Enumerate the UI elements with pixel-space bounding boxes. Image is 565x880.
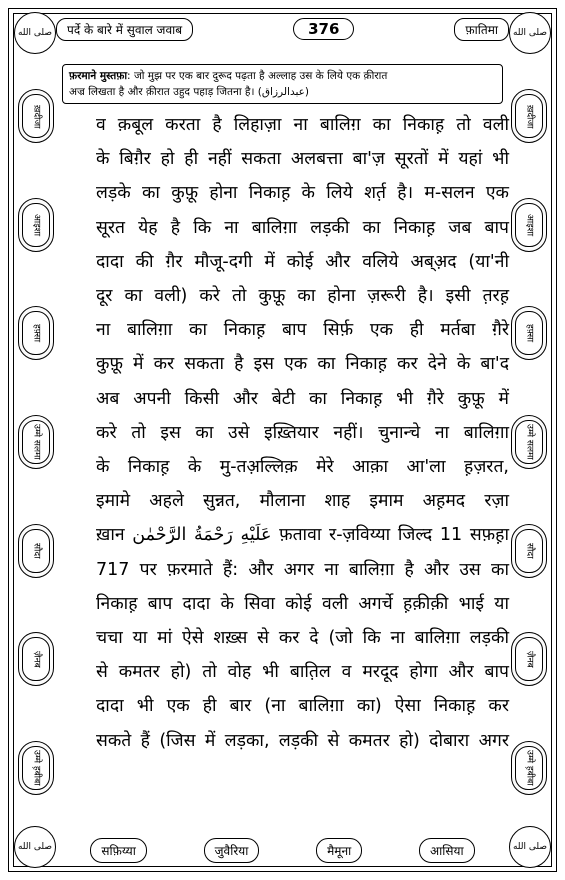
side-medallion (18, 632, 54, 686)
body-line: ख़ान عَلَيْهِ رَحْمَةُ الرَّحْمٰن फ़तावा र-ज़विय्या जिल्द 11 सफ़ह़ा (96, 525, 509, 546)
body-line: दूर का वली) करे तो कुफ़ू का होना ज़रूरी है। इसी त़रह़ (96, 286, 509, 307)
hadith-line-1: जो मुझ पर एक बार दुरूद पढ़ता है अल्लाह उस के लिये एक क़ीरात (133, 70, 388, 82)
body-line: कुफ़ू में कर सकता है इस एक का निकाह़ कर देने के बा'द (96, 354, 509, 375)
body-line: सूरत येह है कि ना बालिग़ा लड़की का निकाह़ जब बाप (96, 217, 509, 238)
hadith-box: फ़रमाने मुस्तफ़ा: जो मुझ पर एक बार दुरूद पढ़ता है अल्लाह उस के लिये एक क़ीरात अज्र लिखता है और क़ीरात उहुद पहाड़ जितना है। (عبدالرزاق) (62, 64, 503, 104)
body-line: लड़के का कुफ़ू होना निकाह़ के लिये शर्त़ है। म-सलन एक (96, 183, 509, 204)
body-line: के बिग़ैर हो ही नहीं सकता अलबत्ता बा'ज़ सूरतों में यहां भी (96, 149, 509, 170)
side-medallion-text: उम्मे सलमा (22, 420, 50, 464)
footer-name-cartouche: सफ़िय्या (90, 838, 146, 863)
body-line: 717 पर फ़रमाते हैं: और अगर ना बालिग़ा है और उस का (96, 559, 509, 580)
side-medallion-text: ख़दीजा (22, 94, 50, 138)
side-medallion (18, 198, 54, 252)
footer-name-cartouche: आसिया (419, 838, 475, 863)
side-medallion (511, 89, 547, 143)
side-medallion-text: हफ़्सा (515, 311, 543, 355)
corner-medallion-top-left (14, 12, 56, 54)
side-medallion (511, 632, 547, 686)
body-line: ना बालिग़ा का निकाह़ बाप सिर्फ़ एक ही मर्तबा गै़रे (96, 320, 509, 341)
side-medallion-text: ज़ैनब (22, 637, 50, 681)
body-line: दादा की गै़र मौजू-दगी में कोई और वलिये अब्अ़द (या'नी (96, 251, 509, 272)
corner-text: صلى الله (17, 842, 53, 852)
hadith-label: फ़रमाने मुस्तफ़ा (69, 70, 128, 82)
side-medallion-text: आइशा (22, 203, 50, 247)
corner-text: صلى الله (512, 842, 548, 852)
side-medallion-text: सौदा (515, 529, 543, 573)
side-medallion (511, 741, 547, 795)
corner-medallion-top-right (509, 12, 551, 54)
side-medallion-text: आइशा (515, 203, 543, 247)
side-medallion-text: ख़दीजा (515, 94, 543, 138)
side-medallion (511, 524, 547, 578)
side-medallion (18, 89, 54, 143)
body-line: चचा या मां ऐसे शख़्स से कर दे (जो कि ना बालिग़ा लड़की (96, 628, 509, 649)
corner-medallion-bottom-left (14, 826, 56, 868)
corner-medallion-bottom-right (509, 826, 551, 868)
right-ornament-column (507, 62, 551, 822)
hadith-line-2: अज्र लिखता है और क़ीरात उहुद पहाड़ जितना है। (عبدالرزاق) (69, 86, 310, 98)
body-line: इमामे अहले सुन्नत, मौलाना शाह इमाम अह़मद रज़ा (96, 491, 509, 512)
side-medallion (18, 524, 54, 578)
footer-name-cartouche: मैमूना (316, 838, 362, 863)
side-medallion (511, 415, 547, 469)
side-medallion (511, 198, 547, 252)
body-line: दादा भी एक ही बार (ना बालिग़ा का) ऐसा निकाह़ कर (96, 696, 509, 717)
footer-name-cartouche: जुवैरिया (204, 838, 260, 863)
footer-bar (62, 834, 503, 866)
side-medallion-text: हफ़्सा (22, 311, 50, 355)
side-medallion-text: ज़ैनब (515, 637, 543, 681)
body-line: सकते हैं (जिस में लड़का, लड़की से कमतर हो) दोबारा अगर (96, 730, 509, 751)
body-line: से कमतर हो) तो वोह भी बात़िल व मरदूद होगा और बाप (96, 662, 509, 683)
body-line: निकाह़ बाप दादा के सिवा कोई वली अगर्चे ह़क़ीक़ी भाई या (96, 593, 509, 614)
header-name-cartouche: फ़ातिमा (454, 18, 509, 41)
corner-text: صلى الله (17, 28, 53, 38)
side-medallion (18, 306, 54, 360)
left-ornament-column (14, 62, 58, 822)
side-medallion-text: उम्मे ह़बीबा (22, 746, 50, 790)
side-medallion (511, 306, 547, 360)
side-medallion (18, 741, 54, 795)
side-medallion-text: उम्मे ह़बीबा (515, 746, 543, 790)
body-line: के निकाह़ के मु-तअ़ल्लिक़ मेरे आक़ा आ'ला ह़ज़रत, (96, 457, 509, 478)
header-bar (56, 14, 509, 44)
page-number: 376 (293, 18, 354, 40)
body-text (96, 108, 509, 758)
side-medallion-text: उम्मे सलमा (515, 420, 543, 464)
body-line: अब अपनी किसी और बेटी का निकाह़ भी गै़रे कुफ़ू में (96, 388, 509, 409)
side-medallion-text: सौदा (22, 529, 50, 573)
body-line: करे तो इस का उसे इख़्तियार नहीं। चुनान्चे ना बालिग़ा (96, 422, 509, 443)
side-medallion (18, 415, 54, 469)
corner-text: صلى الله (512, 28, 548, 38)
body-line: व क़बूल करता है लिहाज़ा ना बालिग़ का निकाह़ तो वली (96, 115, 509, 135)
book-title: पर्दे के बारे में सुवाल जवाब (56, 18, 193, 41)
